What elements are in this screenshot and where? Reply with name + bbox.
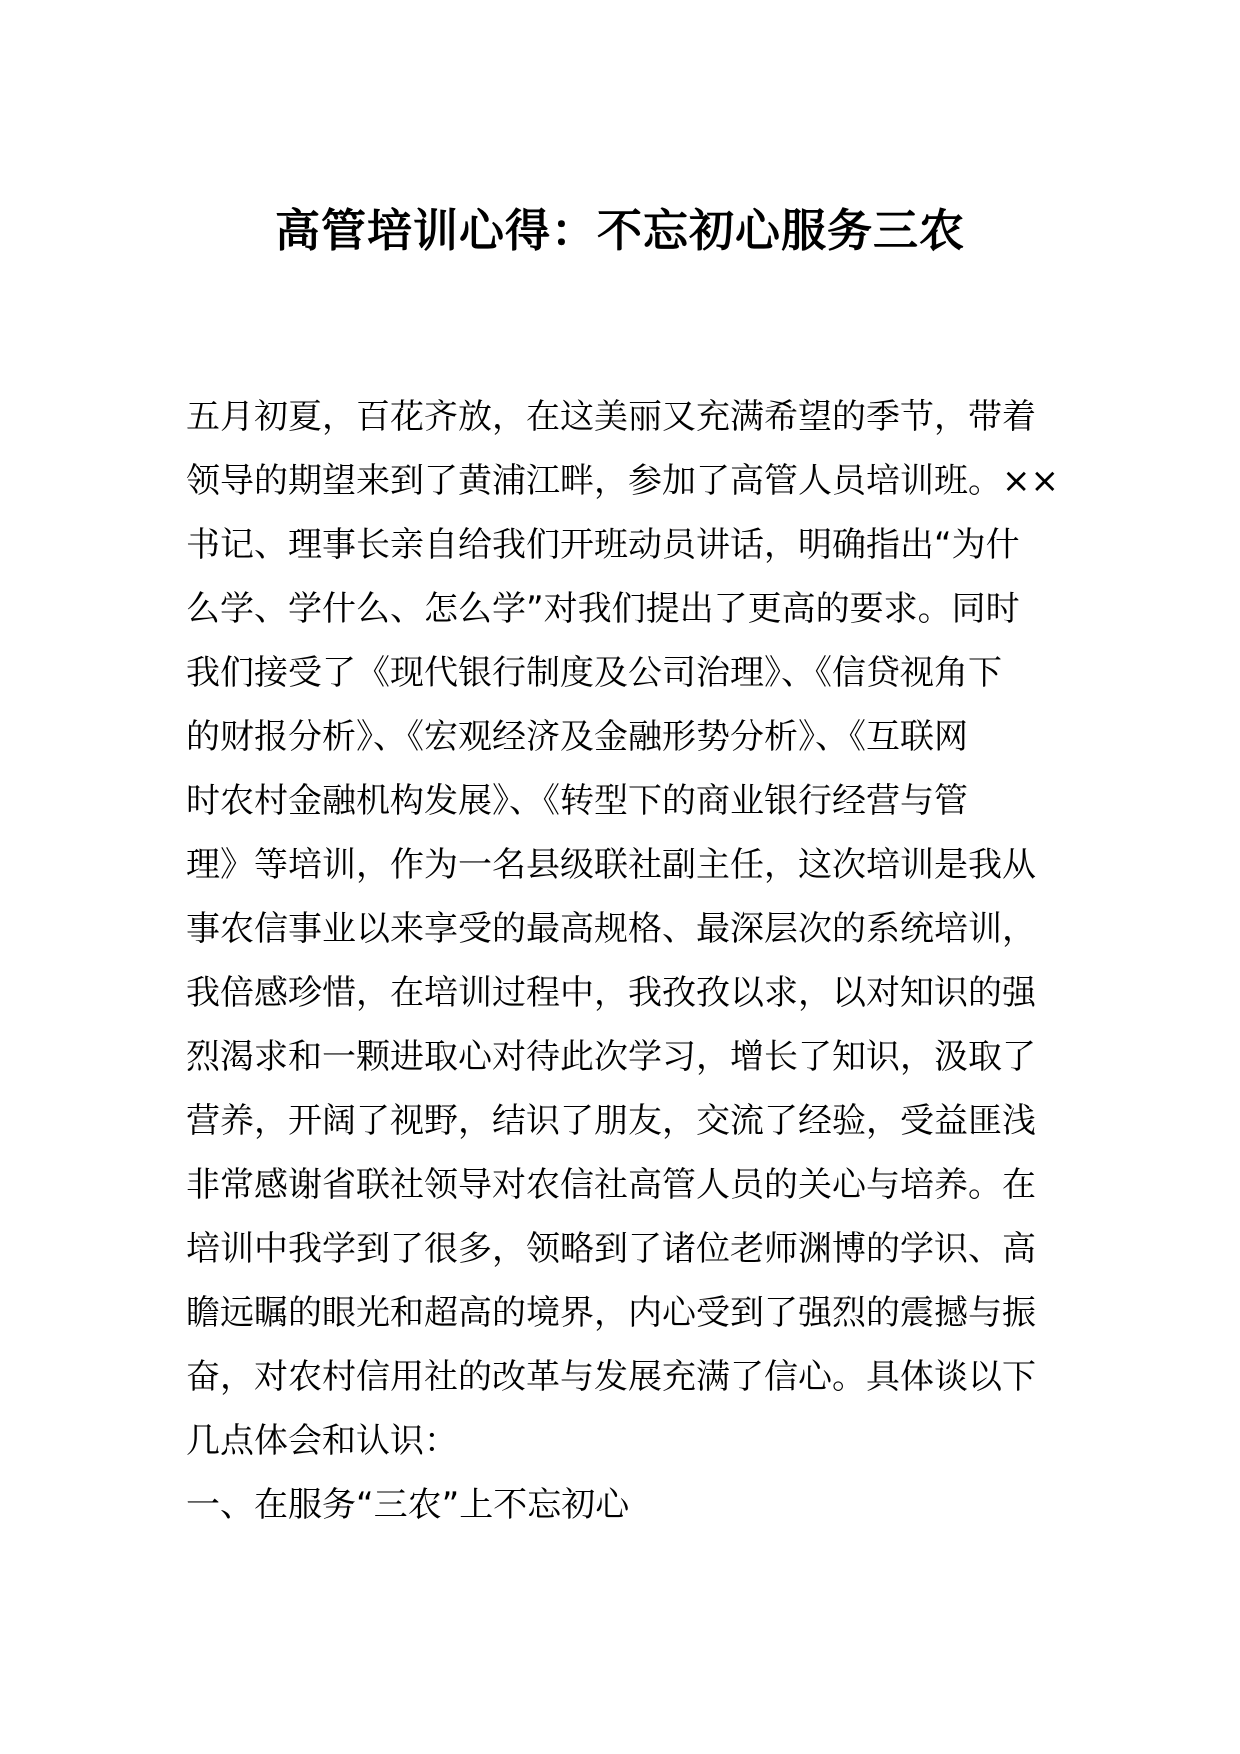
body-line: 的财报分析》、《宏观经济及金融形势分析》、《互联网 <box>186 717 968 757</box>
body-line: 营养，开阔了视野，结识了朋友，交流了经验，受益匪浅 <box>186 1101 1036 1141</box>
document-body <box>186 385 1070 1537</box>
body-line: 事农信事业以来享受的最高规格、最深层次的系统培训， <box>186 909 1036 949</box>
body-line: 时农村金融机构发展》、《转型下的商业银行经营与管 <box>186 781 968 821</box>
body-line: 领导的期望来到了黄浦江畔，参加了高管人员培训班。×× <box>186 461 1059 501</box>
body-line: 非常感谢省联社领导对农信社高管人员的关心与培养。在 <box>186 1165 1036 1205</box>
section-heading: 一、在服务“三农”上不忘初心 <box>186 1485 630 1525</box>
body-line: 我倍感珍惜，在培训过程中，我孜孜以求，以对知识的强 <box>186 973 1036 1013</box>
body-line: 瞻远瞩的眼光和超高的境界，内心受到了强烈的震撼与振 <box>186 1293 1036 1333</box>
body-line: 么学、学什么、怎么学”对我们提出了更高的要求。同时 <box>186 589 1020 629</box>
body-line: 我们接受了《现代银行制度及公司治理》、《信贷视角下 <box>186 653 1002 693</box>
body-line: 奋，对农村信用社的改革与发展充满了信心。具体谈以下 <box>186 1357 1036 1397</box>
body-line: 五月初夏，百花齐放，在这美丽又充满希望的季节，带着 <box>186 397 1036 437</box>
document-title: 高管培训心得：不忘初心服务三农 <box>274 204 965 257</box>
body-line: 培训中我学到了很多，领略到了诸位老师渊博的学识、高 <box>186 1229 1036 1269</box>
body-line: 烈渴求和一颗进取心对待此次学习，增长了知识，汲取了 <box>186 1037 1036 1077</box>
body-line: 理》等培训，作为一名县级联社副主任，这次培训是我从 <box>186 845 1036 885</box>
body-line: 几点体会和认识： <box>186 1421 458 1461</box>
body-line: 书记、理事长亲自给我们开班动员讲话，明确指出“为什 <box>186 525 1020 565</box>
